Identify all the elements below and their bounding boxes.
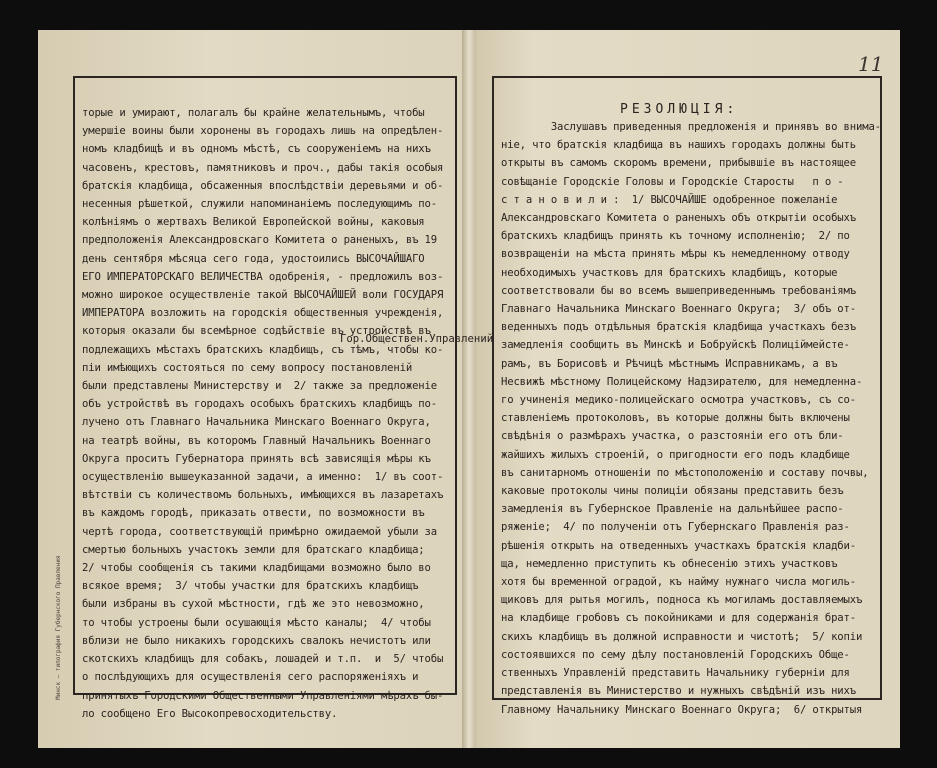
text-line: возвращенiи на мѣста принять мѣры къ немедленному отводу [501, 248, 850, 261]
page-fold [462, 30, 476, 748]
text-line: свѣдѣнiя о размѣрахъ участка, о разстоянiи его отъ бли- [501, 430, 844, 443]
text-line: можно широкое осуществленiе такой ВЫСОЧАЙШЕЙ воли ГОСУДАРЯ [82, 289, 444, 302]
text-line: скотскихъ кладбищъ для собакъ, лошадей и т.п. и 5/ чтобы [82, 653, 444, 666]
text-line: щиковъ для рытья могилъ, подноса къ могиламъ доставляемыхъ [501, 594, 863, 607]
text-line: каковые протоколы чины полицiи обязаны представить безъ [501, 485, 844, 498]
text-line: которыя оказали бы всемѣрное содѣйствiе въ устройствѣ въ [82, 325, 431, 338]
text-line: были избраны въ сухой мѣстности, гдѣ же это невозможно, [82, 598, 425, 611]
text-line: необходимыхъ участковъ для братскихъ кладбищъ, которые [501, 266, 838, 279]
text-line: предположенiя Александровскаго Комитета о раненыхъ, въ 19 [82, 234, 437, 247]
text-line: открыты въ самомъ скоромъ времени, прибывшiе въ настоящее [501, 157, 856, 170]
text-line: рамъ, въ Борисовѣ и Рѣчицѣ мѣстнымъ Исправникамъ, а въ [501, 357, 838, 370]
text-line: колѣнiямъ о жертвахъ Великой Европейской войны, каковыя [82, 216, 425, 229]
text-line: го учиненiя медико-полицейскаго осмотра участковъ, съ со- [501, 394, 856, 407]
margin-note: Минск — типография Губернского Правления [55, 555, 62, 700]
text-line: часовенъ, крестовъ, памятниковъ и проч., дабы такiя особыя [82, 161, 444, 174]
text-line: Главному Начальнику Минскаго Военнаго Округа; 6/ открытыя [501, 703, 863, 716]
text-line: пiи имѣющихъ состояться по сему вопросу постановленiй [82, 361, 413, 374]
text-line: смертью больныхъ участокъ земли для братскаго кладбища; [82, 543, 425, 556]
text-line: несенныя рѣшеткой, служили напоминанiемъ последующимъ по- [82, 198, 437, 211]
text-line: братскихъ кладбищъ принять къ точному исполненiю; 2/ по [501, 230, 850, 243]
text-line: то чтобы устроены были осушающiя мѣсто каналы; 4/ чтобы [82, 616, 431, 629]
text-line: на кладбище гробовъ съ покойниками и для содержанiя брат- [501, 612, 856, 625]
text-line: жайшихъ жилыхъ строенiй, о пригодности его подъ кладбище [501, 448, 850, 461]
stamp-text: Гор.Обществен.Управлений [340, 333, 494, 345]
text-line: хотя бы временной оградой, къ найму нужнаго числа могиль- [501, 576, 856, 589]
text-line: чертѣ города, соответствующiй примѣрно ожидаемой убыли за [82, 525, 437, 538]
text-line: на театрѣ войны, въ которомъ Главный Начальникъ Военнаго [82, 434, 431, 447]
text-line: принятыхъ Городскими Общественными Управленiями мѣрахъ бы- [82, 689, 444, 702]
text-line: представленiя въ Министерство и нужныхъ свѣдѣнiй изъ нихъ [501, 685, 856, 698]
text-line: ИМПЕРАТОРА возложить на городскiя общественныя учрежденiя, [82, 307, 444, 320]
text-line: вблизи не было никакихъ городскихъ свалокъ нечистотъ или [82, 634, 431, 647]
text-line: въ санитарномъ отношенiи по мѣстоположенiю и составу почвы, [501, 466, 869, 479]
text-line: нiе, что братскiя кладбища въ нашихъ городахъ должны быть [501, 139, 856, 152]
text-line: о послѣдующихъ для осуществленiя сего распоряженiяхъ и [82, 671, 419, 684]
text-line: осуществленiю вышеуказанной задачи, а именно: 1/ въ соот- [82, 471, 444, 484]
text-line: были представлены Министерству и 2/ также за предложенiе [82, 380, 437, 393]
text-line: объ устройствѣ въ городахъ особыхъ братскихъ кладбищъ по- [82, 398, 437, 411]
text-line: 2/ чтобы сообщенiя съ такими кладбищами возможно было во [82, 562, 431, 575]
text-line: всякое время; 3/ чтобы участки для братскихъ кладбищъ [82, 580, 419, 593]
text-line: умершiе воины были хоронены въ городахъ лишь на опредѣлен- [82, 125, 444, 138]
text-line: рѣшенiя открыть на отведенныхъ участкахъ братскiя кладби- [501, 539, 856, 552]
text-line: замедленiя въ Губернское Правленiе на дальнѣйшее распо- [501, 503, 844, 516]
resolution-title: РЕЗОЛЮЦIЯ: [620, 102, 739, 117]
text-line: веденныхъ подъ отдѣльныя братскiя кладбища участкахъ безъ [501, 321, 856, 334]
text-line: скихъ кладбищъ въ должной исправности и чистотѣ; 5/ копiи [501, 630, 863, 643]
text-line: ЕГО ИМПЕРАТОРСКАГО ВЕЛИЧЕСТВА одобренiя, - предложилъ воз- [82, 270, 444, 283]
text-line: лучено отъ Главнаго Начальника Минскаго Военнаго Округа, [82, 416, 431, 429]
text-line: соответствовали бы во всемъ вышеприведеннымъ требованiямъ [501, 284, 856, 297]
text-line: ставленiемъ протоколовъ, въ которые должны быть включены [501, 412, 850, 425]
text-line: ща, немедленно приступить къ обнесенiю этихъ участковъ [501, 557, 838, 570]
text-line: въ каждомъ городѣ, приказать отвести, по возможности въ [82, 507, 425, 520]
text-line: Заслушавъ приведенныя предложенiя и принявъ во внима- [501, 121, 881, 133]
text-line: вѣтствiи съ количествомъ больныхъ, имѣющихся въ лазаретахъ [82, 489, 444, 502]
text-line: подлежащихъ мѣстахъ братскихъ кладбищъ, съ тѣмъ, чтобы ко- [82, 343, 444, 356]
left-page-text [82, 104, 443, 723]
text-line: торые и умирают, полагалъ бы крайне желательнымъ, чтобы [82, 107, 425, 119]
right-page-text [501, 118, 881, 719]
text-line: совѣщанiе Городскiе Головы и Городскiе Старосты п о - [501, 175, 844, 188]
text-line: номъ кладбищѣ и въ одномъ мѣстѣ, съ сооруженiемъ на нихъ [82, 143, 431, 156]
page-number: 11 [858, 52, 884, 76]
text-line: замедленiя сообщить въ Минскѣ и Бобруйскѣ Полицiймейсте- [501, 339, 850, 352]
text-line: ственныхъ Управленiй представить Начальнику губернiи для [501, 667, 850, 680]
text-line: ряженiе; 4/ по полученiи отъ Губернскаго Правленiя раз- [501, 521, 850, 534]
text-line: ло сообщено Его Высокопревосходительству. [82, 707, 338, 720]
text-line: день сентября мѣсяца сего года, удостоились ВЫСОЧАЙШАГО [82, 252, 425, 265]
text-line: состоявшихся по сему дѣлу постановленiй Городскихъ Обще- [501, 648, 850, 661]
text-line: Александровскаго Комитета о раненыхъ объ открытiи особыхъ [501, 212, 856, 225]
text-line: с т а н о в и л и : 1/ ВЫСОЧАЙШЕ одобренное пожеланiе [501, 193, 838, 206]
text-line: братскiя кладбища, обсаженныя впослѣдствiи деревьями и об- [82, 179, 444, 192]
text-line: Несвижѣ мѣстному Полицейскому Надзирателю, для немедленна- [501, 375, 863, 388]
text-line: Округа проситъ Губернатора принять всѣ зависящiя мѣры къ [82, 452, 431, 465]
text-line: Главнаго Начальника Минскаго Военнаго Округа; 3/ объ от- [501, 303, 856, 316]
